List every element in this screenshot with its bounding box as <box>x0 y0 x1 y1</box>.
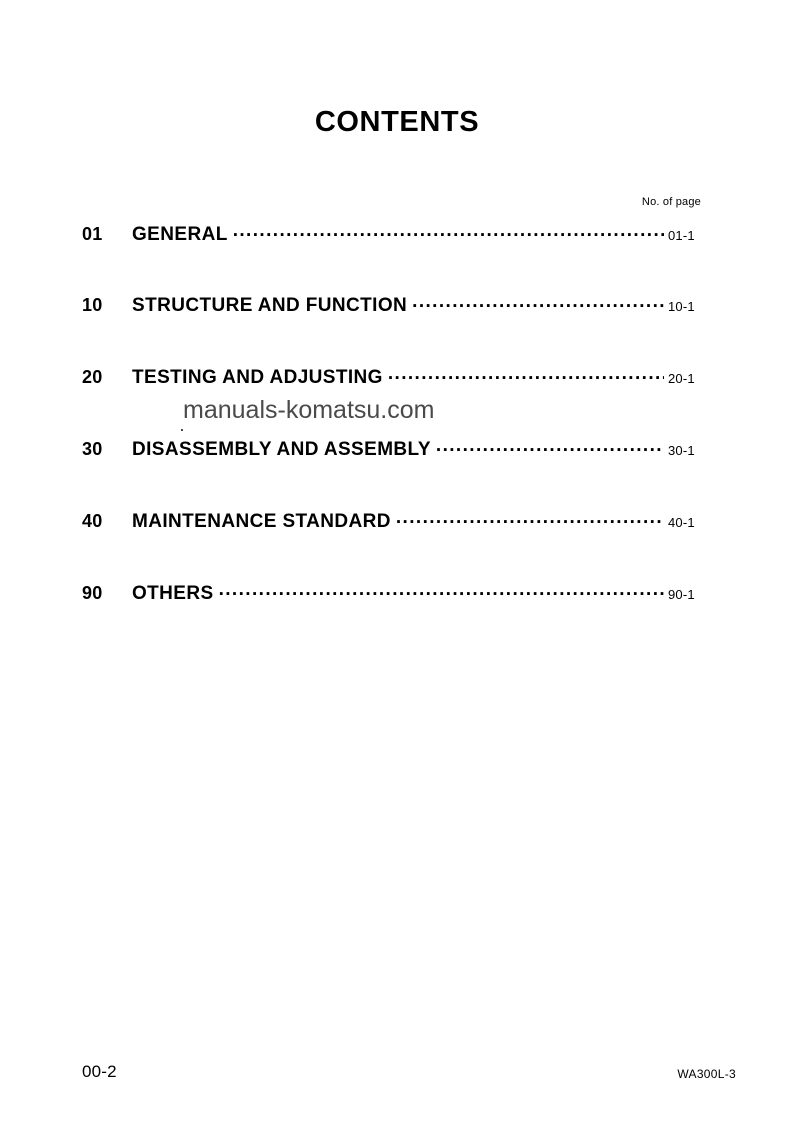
footer-model-code: WA300L-3 <box>677 1067 736 1081</box>
toc-entry-title: GENERAL <box>132 224 228 245</box>
toc-entry-page: 30-1 <box>668 443 695 458</box>
toc-entry-number: 01 <box>82 224 103 244</box>
toc-entry-30[interactable] <box>82 439 714 470</box>
toc-entry-page: 01-1 <box>668 228 695 243</box>
toc-entry-10[interactable] <box>82 295 714 326</box>
watermark-text: manuals-komatsu.com <box>183 396 435 424</box>
toc-entry-number: 10 <box>82 295 103 315</box>
page-column-header-label: No. of page <box>641 196 701 208</box>
toc-entry-title: OTHERS <box>132 583 214 604</box>
toc-entry-number: 30 <box>82 439 103 459</box>
toc-entry-20[interactable] <box>82 367 714 398</box>
toc-entry-page: 40-1 <box>668 515 695 530</box>
toc-entry-90[interactable] <box>82 583 714 614</box>
toc-entry-01[interactable] <box>82 224 714 255</box>
dot-leader <box>412 295 664 311</box>
toc-entry-number: 90 <box>82 583 103 603</box>
dot-leader <box>388 367 664 383</box>
dot-leader <box>436 439 664 455</box>
toc-entry-title: STRUCTURE AND FUNCTION <box>132 295 408 316</box>
scan-artifact-speck <box>181 429 183 431</box>
toc-entry-number: 20 <box>82 367 103 387</box>
toc-entry-page: 10-1 <box>668 299 695 314</box>
toc-entry-title: DISASSEMBLY AND ASSEMBLY <box>132 439 431 460</box>
dot-leader <box>219 583 664 599</box>
page-title: CONTENTS <box>314 106 480 138</box>
toc-entry-number: 40 <box>82 511 103 531</box>
toc-entry-40[interactable] <box>82 511 714 542</box>
toc-entry-page: 90-1 <box>668 587 695 602</box>
dot-leader <box>396 511 664 527</box>
toc-column-header <box>82 196 714 214</box>
footer-page-number: 00-2 <box>82 1062 117 1081</box>
toc-entry-title: MAINTENANCE STANDARD <box>132 511 391 532</box>
dot-leader <box>233 224 664 240</box>
toc-entry-title: TESTING AND ADJUSTING <box>132 367 383 388</box>
toc-entry-page: 20-1 <box>668 371 695 386</box>
